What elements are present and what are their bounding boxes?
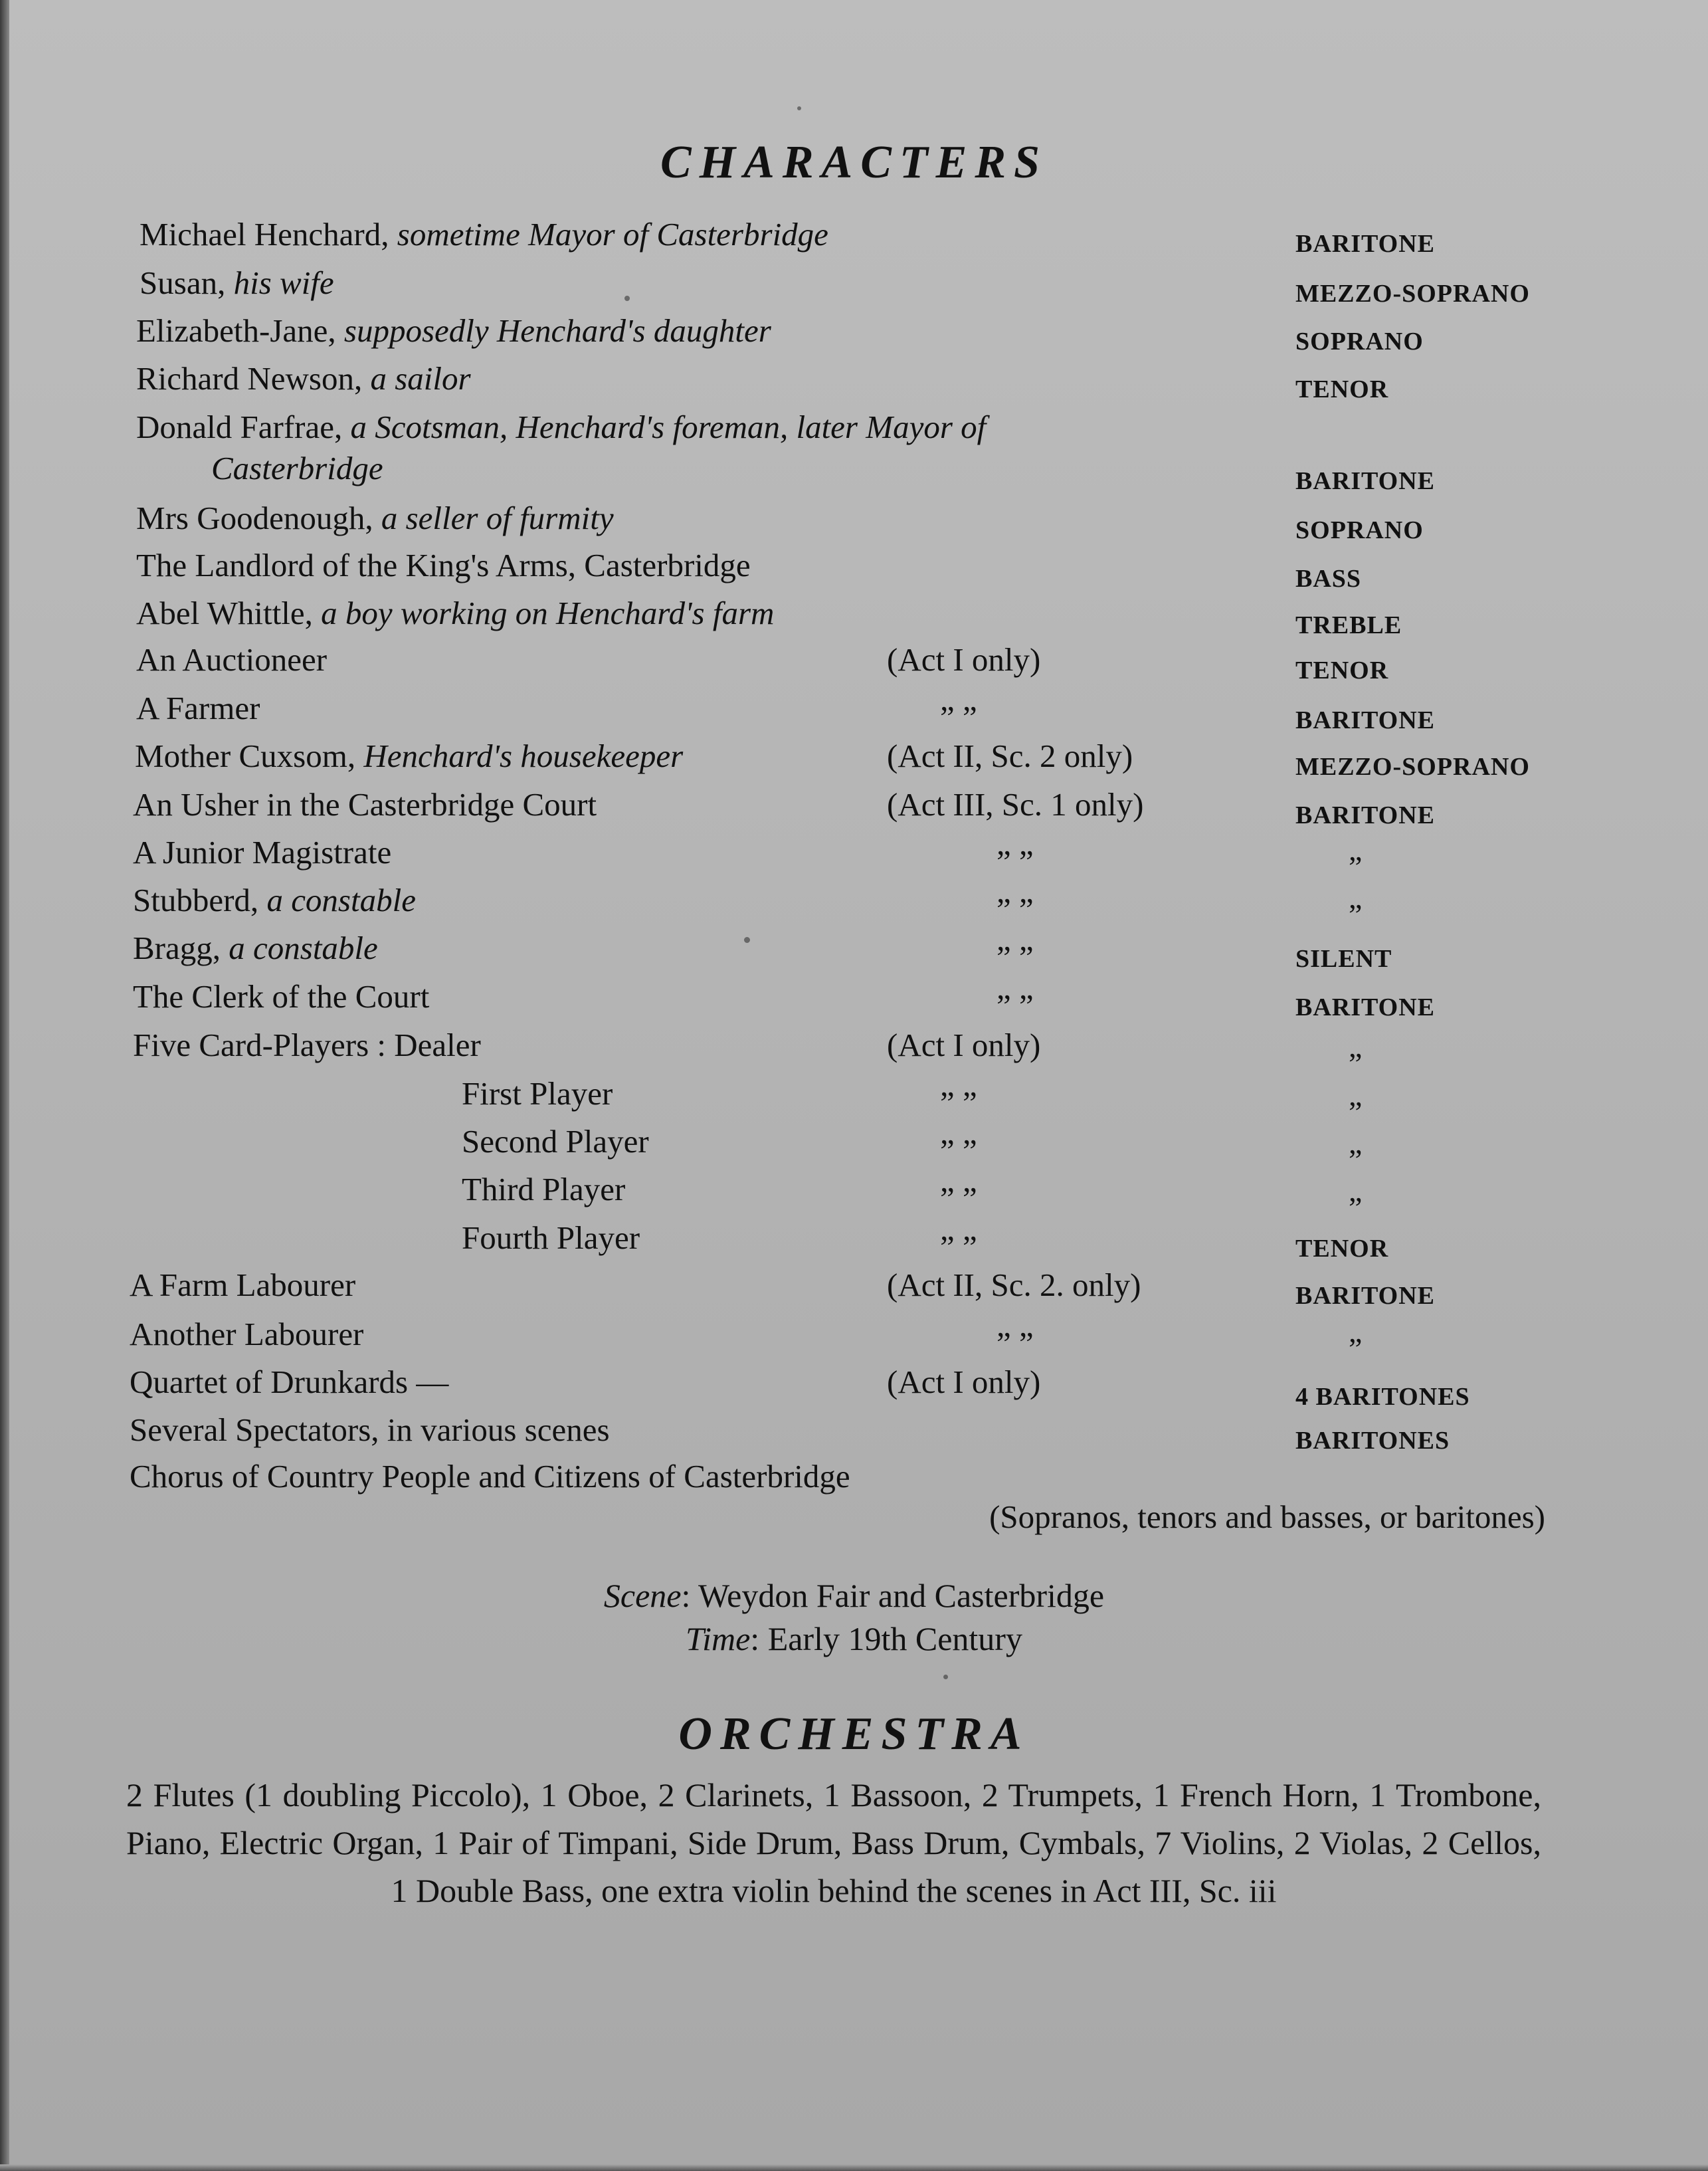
cast-row	[0, 1219, 1708, 1267]
voice-type: SOPRANO	[1295, 516, 1424, 544]
cast-row	[0, 738, 1708, 785]
characters-heading: CHARACTERS	[660, 137, 1048, 188]
character-name	[133, 1027, 481, 1064]
cast-row	[0, 1123, 1708, 1177]
character-name	[136, 409, 986, 446]
act-appearance: ” ”	[996, 1325, 1034, 1362]
ink-speck	[797, 106, 801, 110]
act-appearance: (Act I only)	[887, 1364, 1041, 1400]
character-name-text: Richard Newson,	[136, 360, 363, 397]
voice-type: BARITONE	[1295, 706, 1436, 734]
character-name	[130, 1267, 355, 1304]
voice-type: TENOR	[1295, 657, 1389, 684]
character-description: sometime Mayor of Casterbridge	[397, 216, 828, 253]
character-name	[135, 738, 683, 775]
voice-type: BARITONE	[1295, 993, 1436, 1021]
page-bottom-shadow	[0, 2164, 1708, 2171]
character-name-text: Chorus of Country People and Citizens of Casterbridge	[130, 1458, 850, 1495]
chorus-voices: (Sopranos, tenors and basses, or baritones)	[989, 1499, 1545, 1535]
character-name	[130, 1411, 610, 1449]
character-description: a sailor	[370, 360, 471, 397]
character-name-text: Donald Farfrae,	[136, 409, 343, 445]
time-label: Time	[686, 1620, 751, 1657]
character-name	[136, 547, 751, 584]
character-name-text: Elizabeth-Jane,	[136, 312, 336, 349]
cast-row	[0, 690, 1708, 738]
cast-row	[0, 641, 1708, 689]
voice-type: ”	[1349, 1095, 1363, 1129]
cast-row	[0, 312, 1708, 360]
voice-type: BARITONES	[1295, 1427, 1450, 1455]
act-appearance: ” ”	[940, 1085, 977, 1121]
cast-row	[0, 547, 1708, 595]
character-name	[130, 1458, 850, 1495]
cast-row	[0, 882, 1708, 930]
voice-type: 4 BARITONES	[1295, 1383, 1470, 1411]
character-description: a seller of furmity	[381, 500, 614, 536]
cast-row	[0, 978, 1708, 1026]
character-name	[130, 1316, 363, 1353]
cast-row	[0, 1364, 1708, 1411]
character-description: his wife	[233, 264, 334, 301]
character-description-continued: Casterbridge	[211, 450, 383, 486]
character-name	[136, 641, 327, 678]
cast-row	[0, 1075, 1708, 1129]
character-name	[133, 930, 378, 967]
character-name	[133, 786, 597, 823]
act-appearance: (Act I only)	[887, 1027, 1041, 1063]
voice-type: ”	[1349, 1047, 1363, 1081]
character-description: supposedly Henchard's daughter	[343, 312, 771, 349]
character-description: Henchard's housekeeper	[363, 738, 684, 774]
character-name	[133, 834, 391, 871]
act-appearance: ” ”	[996, 939, 1034, 976]
orchestra-heading: ORCHESTRA	[678, 1708, 1030, 1760]
cast-row	[0, 500, 1708, 548]
voice-type: SOPRANO	[1295, 328, 1424, 356]
character-name-text: The Clerk of the Court	[133, 978, 430, 1015]
ink-speck	[744, 937, 750, 943]
character-name	[133, 882, 416, 919]
character-description: a Scotsman, Henchard's foreman, later Mayor of	[350, 409, 987, 445]
act-appearance: (Act III, Sc. 1 only)	[887, 786, 1144, 823]
character-name-text: Second Player	[462, 1123, 649, 1160]
character-name-text: Quartet of Drunkards —	[130, 1364, 449, 1400]
character-name	[136, 595, 774, 632]
character-name	[462, 1171, 625, 1208]
character-name	[136, 690, 260, 727]
ink-speck	[943, 1675, 948, 1679]
character-name-text: Five Card-Players : Dealer	[133, 1027, 481, 1063]
character-name-text: Several Spectators, in various scenes	[130, 1411, 610, 1448]
character-name-text: A Farmer	[136, 690, 260, 726]
cast-row	[0, 1411, 1708, 1459]
voice-type: ”	[1349, 1191, 1363, 1225]
character-name	[130, 1364, 448, 1401]
cast-row	[0, 264, 1708, 312]
character-name	[136, 312, 771, 350]
character-name-text: Mother Cuxsom,	[135, 738, 356, 774]
character-name-text: An Usher in the Casterbridge Court	[133, 786, 597, 823]
cast-row	[0, 834, 1708, 882]
act-appearance: ” ”	[940, 1132, 977, 1169]
character-name-text: Mrs Goodenough,	[136, 500, 373, 536]
voice-type: BARITONE	[1295, 1282, 1436, 1310]
character-name	[462, 1075, 613, 1112]
character-name-text: First Player	[462, 1075, 613, 1112]
character-name	[462, 1123, 649, 1160]
voice-type: ”	[1349, 1143, 1363, 1177]
act-appearance: ” ”	[996, 891, 1034, 928]
character-name-text: Michael Henchard,	[140, 216, 389, 253]
act-appearance: ” ”	[940, 699, 977, 736]
character-name	[462, 1219, 640, 1257]
cast-row	[0, 216, 1708, 264]
act-appearance: (Act II, Sc. 2 only)	[887, 738, 1133, 774]
cast-row	[0, 786, 1708, 834]
character-name-text: Another Labourer	[130, 1316, 364, 1352]
cast-row	[0, 1171, 1708, 1225]
voice-type: BARITONE	[1295, 467, 1436, 495]
voice-type: TENOR	[1295, 375, 1389, 403]
voice-type: BASS	[1295, 565, 1362, 593]
cast-row	[0, 409, 1708, 495]
voice-type: MEZZO-SOPRANO	[1295, 753, 1530, 781]
voice-type: ”	[1349, 1332, 1363, 1366]
cast-row	[0, 595, 1708, 643]
character-description: a constable	[229, 930, 378, 966]
voice-type: ”	[1349, 850, 1363, 884]
character-name	[136, 500, 614, 537]
voice-type: ”	[1349, 898, 1363, 932]
cast-row	[0, 360, 1708, 408]
act-appearance: (Act II, Sc. 2. only)	[887, 1267, 1141, 1303]
ink-speck	[624, 296, 630, 301]
character-name-text: Bragg,	[133, 930, 221, 966]
act-appearance: ” ”	[996, 843, 1034, 880]
cast-row	[0, 1316, 1708, 1364]
cast-row	[0, 930, 1708, 978]
scene-line	[0, 1576, 1708, 1615]
character-name	[133, 978, 429, 1015]
act-appearance: ” ”	[940, 1229, 977, 1265]
act-appearance: ” ”	[940, 1180, 977, 1217]
character-name-text: Stubberd,	[133, 882, 259, 918]
character-name-text: Abel Whittle,	[136, 595, 313, 631]
orchestra-instrumentation: 2 Flutes (1 doubling Piccolo), 1 Oboe, 2 Clarinets, 1 Bassoon, 2 Trumpets, 1 French Horn, 1 Trombone, Piano, Electric Organ, 1 Pair of Timpani, Side Drum, Bass Drum, Cymbals, 7 Violins, 2 Violas, 2 Cellos, 1 Double Bass, one extra violin behind the scenes in Act III, Sc. iii	[126, 1776, 1541, 1909]
character-description: a boy working on Henchard's farm	[321, 595, 775, 631]
act-appearance: (Act I only)	[887, 641, 1041, 678]
voice-type: BARITONE	[1295, 801, 1436, 829]
character-name-text: A Farm Labourer	[130, 1267, 356, 1303]
voice-type: TENOR	[1295, 1235, 1389, 1263]
cast-row	[0, 1027, 1708, 1081]
character-name-text: Third Player	[462, 1171, 626, 1207]
voice-type: BARITONE	[1295, 230, 1436, 258]
scene-label: Scene	[603, 1577, 682, 1614]
time-value: : Early 19th Century	[750, 1620, 1022, 1657]
cast-row	[0, 1267, 1708, 1314]
time-line	[0, 1619, 1708, 1658]
scene-value: : Weydon Fair and Casterbridge	[681, 1577, 1105, 1614]
character-name-text: An Auctioneer	[136, 641, 328, 678]
voice-type: MEZZO-SOPRANO	[1295, 280, 1530, 308]
character-name-text: Fourth Player	[462, 1219, 640, 1256]
voice-type: TREBLE	[1295, 611, 1402, 639]
character-name	[136, 360, 471, 397]
act-appearance: ” ”	[996, 987, 1034, 1024]
voice-type: SILENT	[1295, 945, 1392, 973]
character-name-text: Susan,	[140, 264, 226, 301]
character-name	[140, 216, 828, 253]
character-name	[140, 264, 334, 302]
character-description: a constable	[266, 882, 416, 918]
character-name-text: A Junior Magistrate	[133, 834, 392, 871]
character-name-text: The Landlord of the King's Arms, Casterbridge	[136, 547, 751, 583]
